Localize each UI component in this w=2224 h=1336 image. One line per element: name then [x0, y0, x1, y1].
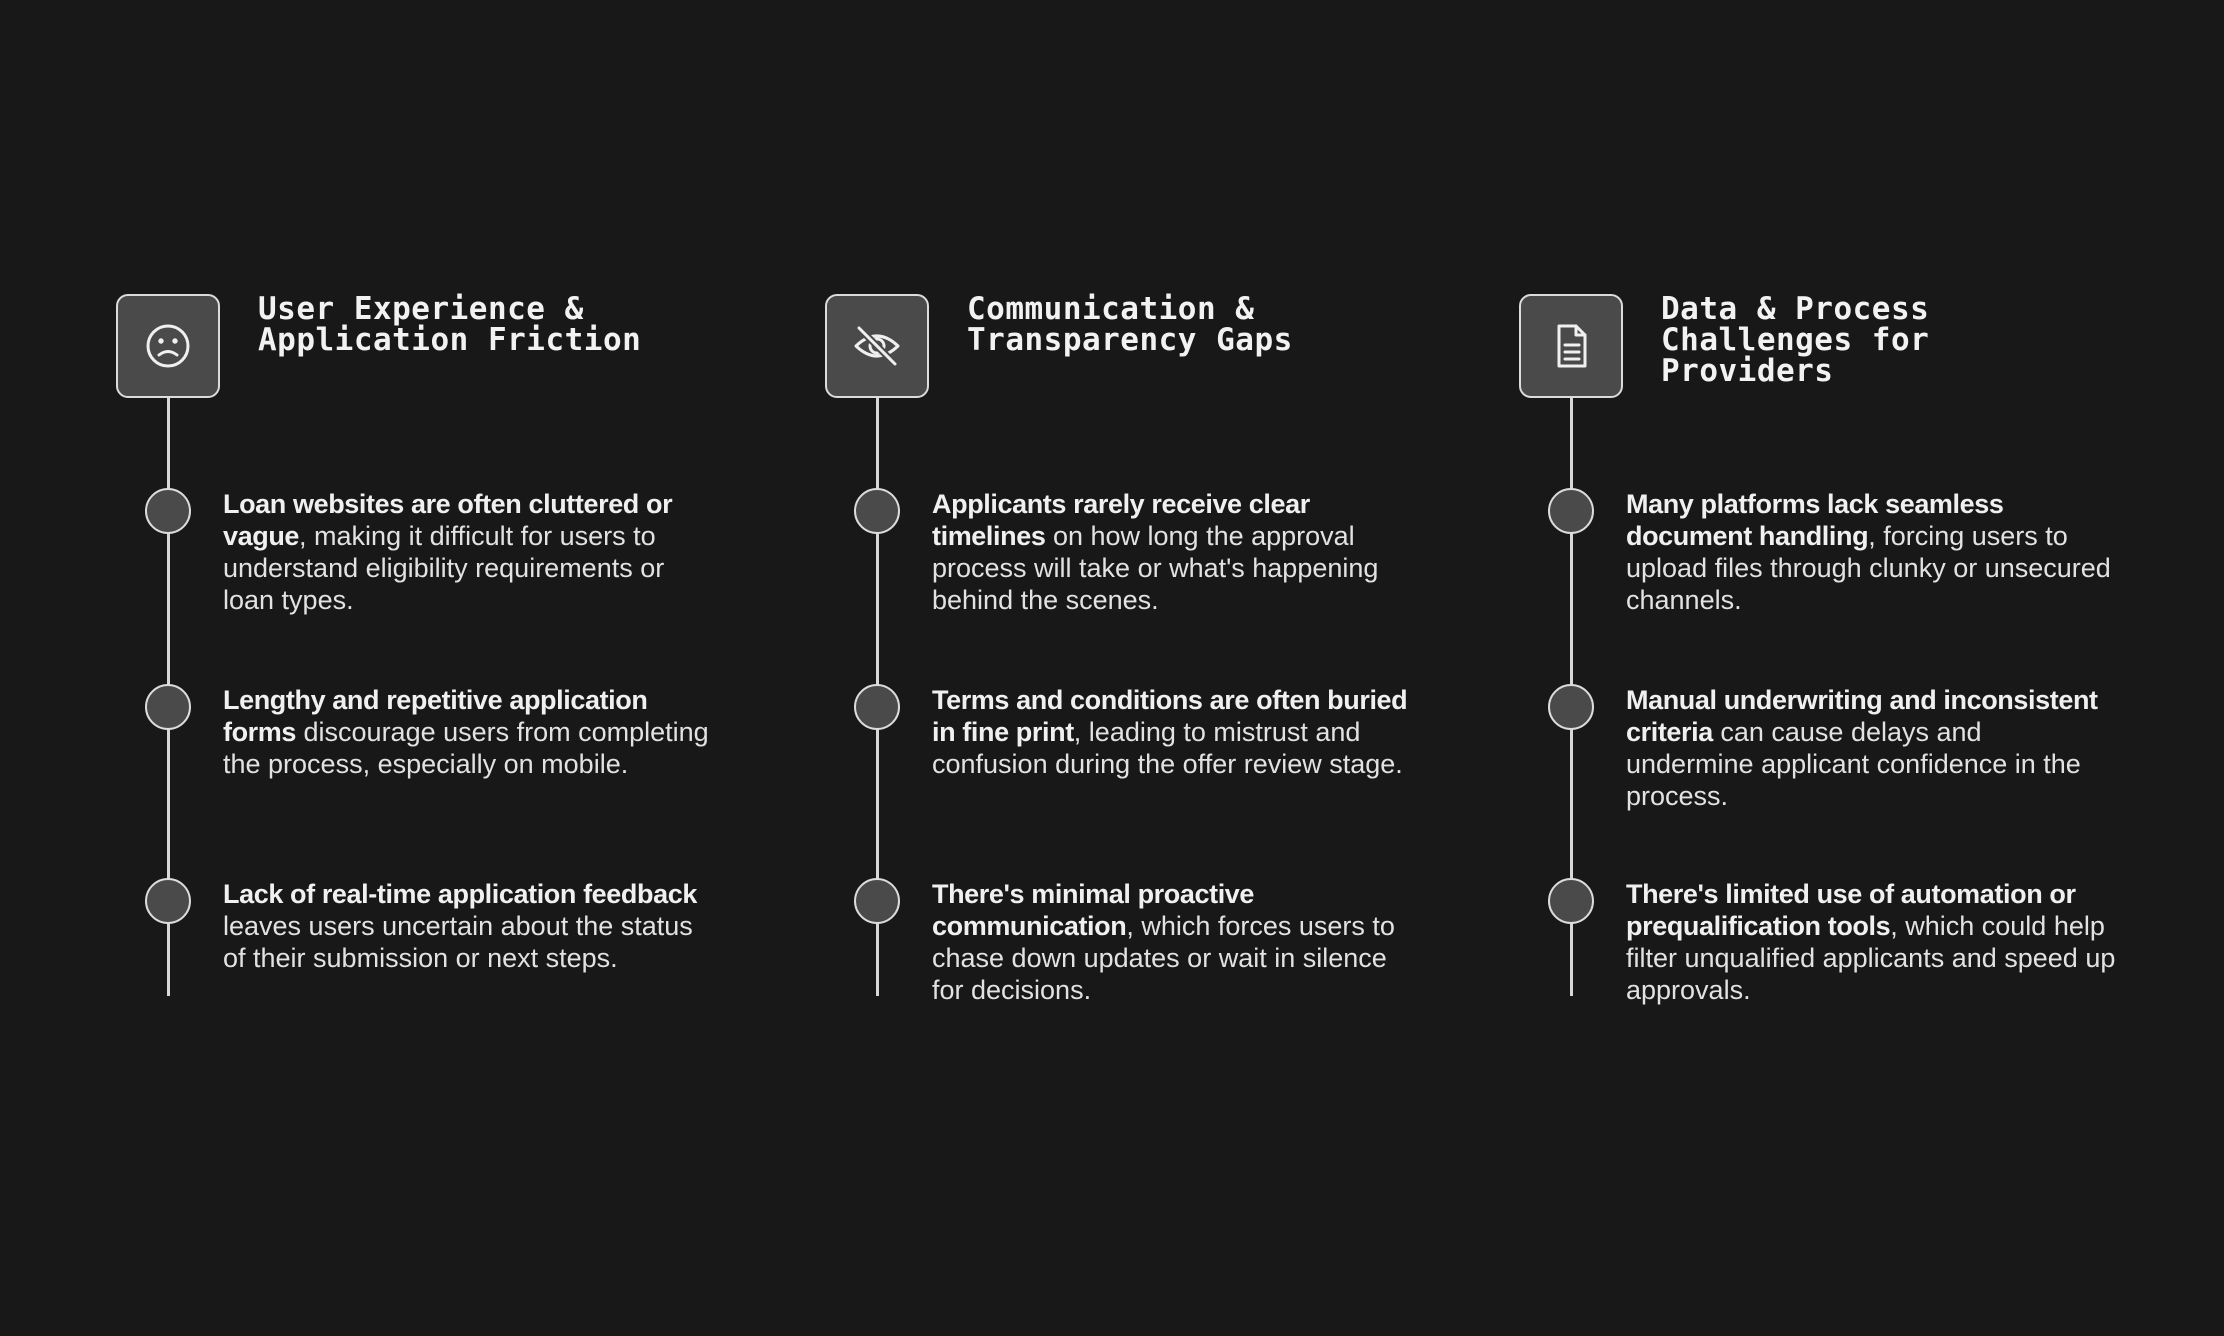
item-rest: on how long the approval process will take or what's happening behind the scenes. — [932, 521, 1379, 615]
item-text — [1626, 878, 2116, 1006]
item-bold: Terms and conditions are often buried in fine print — [932, 685, 1408, 747]
item-rest: , leading to mistrust and confusion during the offer review stage. — [932, 717, 1403, 779]
icon-box — [1519, 294, 1623, 398]
item-bold: Loan websites are often cluttered or vague — [223, 489, 673, 551]
item-text — [223, 878, 713, 974]
item-rest: , making it difficult for users to understand eligibility requirements or loan types. — [223, 521, 665, 615]
timeline-node — [854, 684, 900, 730]
timeline-node — [145, 684, 191, 730]
eye-off-icon — [851, 320, 903, 372]
item-text — [932, 878, 1422, 1006]
document-icon — [1545, 320, 1597, 372]
timeline-node — [145, 878, 191, 924]
item-bold: Lengthy and repetitive application forms — [223, 685, 648, 747]
item-text — [932, 684, 1422, 780]
item-text — [223, 488, 713, 616]
column-title: Data & Process Challenges for Providers — [1661, 291, 1930, 389]
column-title: Communication & Transparency Gaps — [967, 291, 1293, 358]
item-bold: Many platforms lack seamless document handling — [1626, 489, 2004, 551]
item-rest: leaves users uncertain about the status of their submission or next steps. — [223, 911, 693, 973]
item-text — [1626, 488, 2116, 616]
item-text — [1626, 684, 2116, 812]
column-user-experience — [116, 291, 716, 1014]
timeline-node — [854, 878, 900, 924]
column-title: User Experience & Application Friction — [258, 291, 642, 358]
timeline-node — [854, 488, 900, 534]
item-rest: discourage users from completing the process, especially on mobile. — [223, 717, 709, 779]
timeline-node — [145, 488, 191, 534]
item-rest: , forcing users to upload files through clunky or unsecured channels. — [1626, 521, 2111, 615]
column-data-process — [1519, 291, 2119, 1014]
item-bold: Applicants rarely receive clear timelines — [932, 489, 1310, 551]
item-bold: There's minimal proactive communication — [932, 879, 1255, 941]
frown-face-icon — [142, 320, 194, 372]
item-bold: There's limited use of automation or prequalification tools — [1626, 879, 2076, 941]
timeline-node — [1548, 488, 1594, 534]
item-text — [223, 684, 713, 780]
item-rest: , which could help filter unqualified applicants and speed up approvals. — [1626, 911, 2116, 1005]
timeline-node — [1548, 684, 1594, 730]
item-bold: Manual underwriting and inconsistent criteria — [1626, 685, 2098, 747]
item-bold: Lack of real-time application feedback — [223, 879, 697, 909]
item-text — [932, 488, 1422, 616]
icon-box — [116, 294, 220, 398]
column-communication — [825, 291, 1425, 1014]
item-rest: , which forces users to chase down updates or wait in silence for decisions. — [932, 911, 1395, 1005]
item-rest: can cause delays and undermine applicant confidence in the process. — [1626, 717, 2081, 811]
timeline-node — [1548, 878, 1594, 924]
icon-box — [825, 294, 929, 398]
